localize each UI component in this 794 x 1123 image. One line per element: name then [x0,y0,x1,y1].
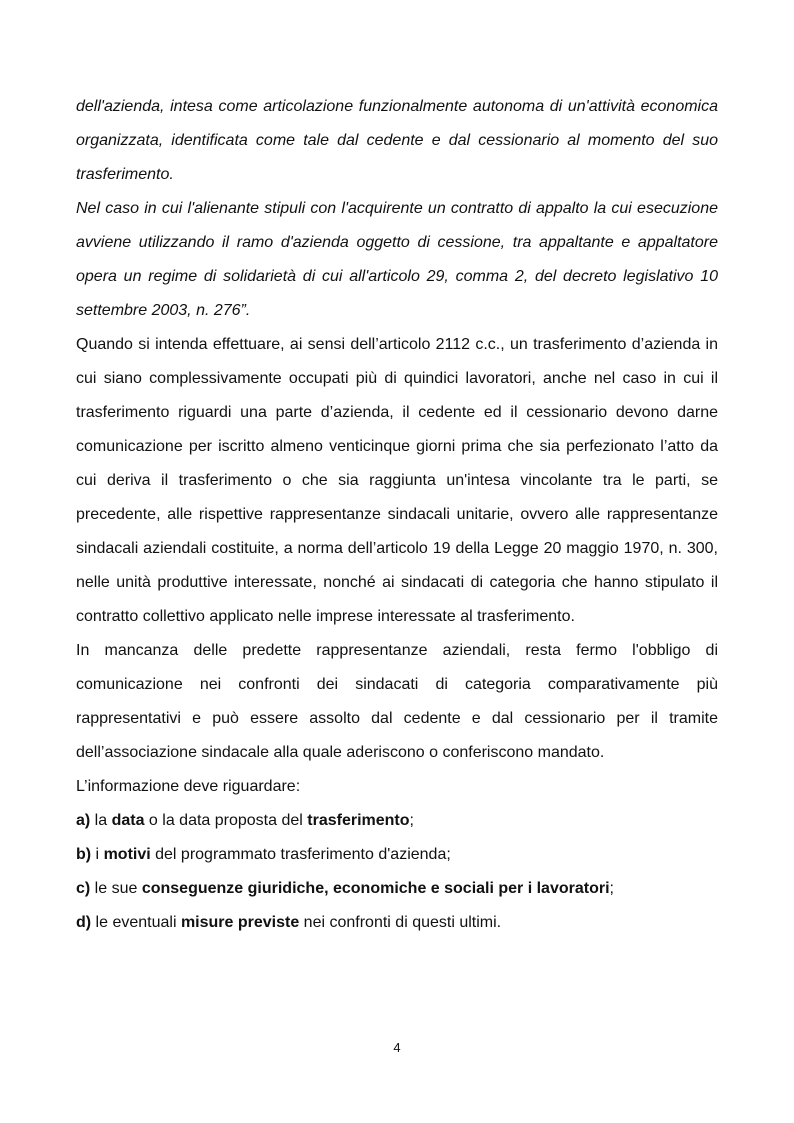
list-text: la [90,812,112,829]
list-text-bold: trasferimento [307,812,410,829]
list-text: del programmato trasferimento d'azienda; [150,846,451,863]
list-text-bold: conseguenze giuridiche, economiche e sociali per i lavoratori [141,880,610,897]
list-text: i [91,846,104,863]
list-text-bold: data [111,812,145,829]
list-marker: a) [76,812,91,829]
list-text: ; [409,812,414,829]
list-marker: c) [76,880,91,897]
list-text: nei confronti di questi ultimi. [299,914,502,931]
list-marker: d) [76,914,92,931]
list-item-b [76,838,718,872]
paragraph-absence-of-representatives: In mancanza delle predette rappresentanze aziendali, resta fermo l'obbligo di comunicazione nei confronti dei sindacati di categoria comparativamente più rappresentativi e può essere assolto dal cedente e dal cessionario per il tramite dell’associazione sindacale alla quale aderiscono o conferiscono mandato. [76,642,718,761]
list-text: le sue [90,880,142,897]
list-item-c [76,872,718,906]
page-number: 4 [393,1040,401,1055]
list-marker: b) [76,846,92,863]
list-text-bold: misure previste [180,914,300,931]
list-text: ; [609,880,614,897]
paragraph-information-intro: L’informazione deve riguardare: [76,778,301,795]
list-text-bold: motivi [103,846,151,863]
paragraph-contract-solidarity: Nel caso in cui l'alienante stipuli con l'acquirente un contratto di appalto la cui esecuzione avviene utilizzando il ramo d'azienda oggetto di cessione, tra appaltante e appaltatore opera un regime di solidarietà di cui all'articolo 29, comma 2, del decreto legislativo 10 settembre 2003, n. 276”. [76,200,718,319]
paragraph-transfer-communication: Quando si intenda effettuare, ai sensi dell’articolo 2112 c.c., un trasferimento d’azienda in cui siano complessivamente occupati più di quindici lavoratori, anche nel caso in cui il trasferimento riguardi una parte d’azienda, il cedente ed il cessionario devono darne comunicazione per iscritto almeno venticinque giorni prima che sia perfezionato l’atto da cui deriva il trasferimento o che sia raggiunta un'intesa vincolante tra le parti, se precedente, alle rispettive rappresentanze sindacali unitarie, ovvero alle rappresentanze sindacali aziendali costituite, a norma dell’articolo 19 della Legge 20 maggio 1970, n. 300, nelle unità produttive interessate, nonché ai sindacati di categoria che hanno stipulato il contratto collettivo applicato nelle imprese interessate al trasferimento. [76,336,718,625]
paragraph-definition-continuation: dell'azienda, intesa come articolazione funzionalmente autonoma di un'attività economica organizzata, identificata come tale dal cedente e dal cessionario al momento del suo trasferimento. [76,98,718,183]
list-text: o la data proposta del [144,812,308,829]
list-item-d [76,906,718,940]
page-body [76,90,718,940]
list-item-a [76,804,718,838]
list-text: le eventuali [91,914,181,931]
